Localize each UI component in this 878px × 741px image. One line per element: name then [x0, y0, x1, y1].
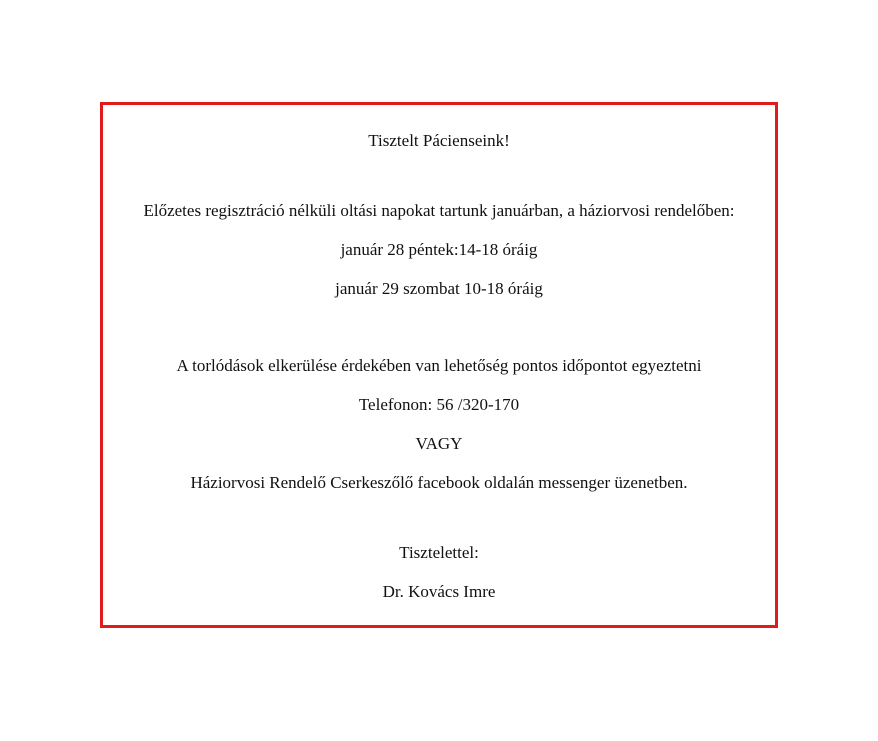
closing: Tisztelettel: — [399, 543, 479, 562]
date-line-2: január 29 szombat 10-18 óráig — [335, 279, 543, 298]
greeting: Tisztelt Pácienseink! — [368, 131, 510, 150]
signature: Dr. Kovács Imre — [382, 582, 496, 601]
date-line-1: január 28 péntek:14-18 óráig — [340, 240, 538, 259]
facebook-info: Háziorvosi Rendelő Cserkeszőlő facebook oldalán messenger üzenetben. — [190, 473, 688, 492]
intro-text: Előzetes regisztráció nélküli oltási napokat tartunk januárban, a háziorvosi rendelőben: — [143, 201, 735, 220]
phone-line: Telefonon: 56 /320-170 — [358, 395, 520, 414]
notice-box — [100, 102, 778, 628]
appointment-info: A torlódások elkerülése érdekében van lehetőség pontos időpontot egyeztetni — [176, 356, 702, 375]
or-text: VAGY — [415, 434, 463, 453]
